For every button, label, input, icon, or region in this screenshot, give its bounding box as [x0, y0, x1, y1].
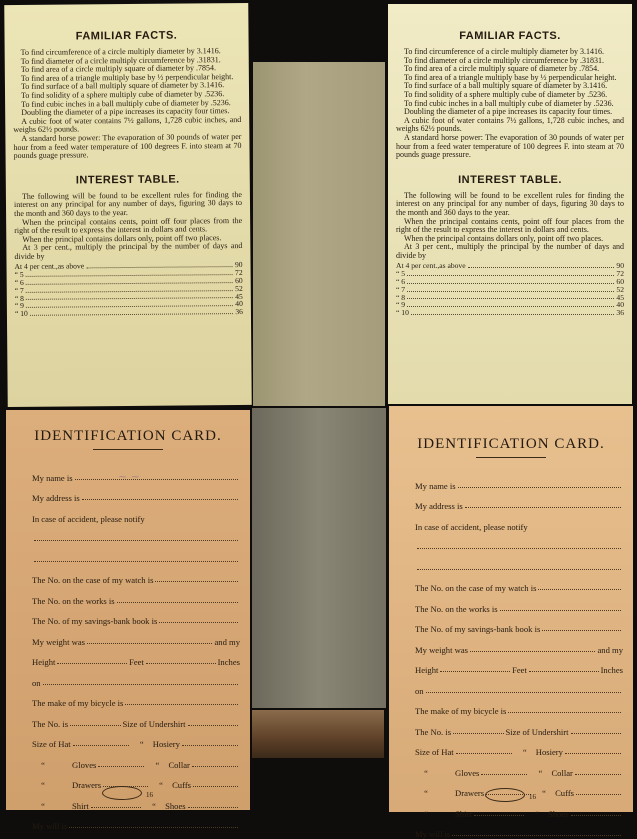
- fact-line: A cubic foot of water contains 7½ gallons, 1,728 cubic inches, and weighs 62½ pounds.: [13, 116, 241, 135]
- fact-line: To find cubic inches in a ball multiply cube of diameter by .5236.: [13, 99, 241, 110]
- interest-lead: At 3 per cent., multiply the principal by the number of days and divide by: [396, 243, 624, 260]
- interest-row: “ 8 45: [396, 294, 624, 302]
- interest-row: “ 6 60: [15, 277, 243, 287]
- interest-row: “ 9 40: [15, 300, 243, 310]
- fact-line: To find circumference of a circle multiply diameter by 3.1416.: [396, 48, 624, 57]
- field-on: on: [389, 675, 633, 696]
- page-number: 16: [146, 791, 153, 799]
- fact-line: To find area of a circle multiply square of diameter by .7854.: [13, 64, 241, 75]
- fact-line: To find solidity of a sphere multiply cube of diameter by .5236.: [396, 91, 624, 100]
- facts-title: FAMILIAR FACTS.: [396, 30, 624, 42]
- page-number: 16: [529, 793, 536, 801]
- field-will: My will is: [6, 811, 250, 832]
- identification-card-left: [6, 410, 250, 810]
- field-weight: My weight was and my: [6, 626, 250, 647]
- field-blank-line: [6, 524, 250, 545]
- familiar-facts-page-left: [4, 3, 251, 407]
- field-hat: Size of Hat “ Hosiery: [6, 729, 250, 750]
- interest-row: “ 7 52: [15, 285, 243, 295]
- identification-card-right: [389, 406, 633, 812]
- field-accident: In case of accident, please notify: [389, 511, 633, 532]
- fact-line: To find cubic inches in a ball multiply cube of diameter by .5236.: [396, 100, 624, 109]
- field-blank-line: [389, 532, 633, 553]
- interest-line: When the principal contains cents, point off four places from the right of the result to express the interest in dollars and cents.: [396, 218, 624, 235]
- field-bicycle-no: The No. is Size of Undershirt: [6, 708, 250, 729]
- spine-end-tab: [252, 710, 384, 758]
- interest-row: “ 6 60: [396, 278, 624, 286]
- field-on: on: [6, 667, 250, 688]
- fact-line: To find area of a triangle multiply base by ½ perpendicular height.: [13, 73, 241, 84]
- interest-row: “ 5 72: [396, 270, 624, 278]
- field-will: My will is: [389, 819, 633, 839]
- field-bicycle-no: The No. is Size of Undershirt: [389, 716, 633, 737]
- fact-line: A standard horse power: The evaporation of 30 pounds of water per hour from a feed water temperature of 100 degrees F. into steam at 70 pounds guage pressure.: [396, 134, 624, 160]
- fact-line: Doubling the diameter of a pipe increases its capacity four times.: [13, 107, 241, 118]
- interest-row: “ 8 45: [15, 293, 243, 303]
- field-address: My address is: [389, 491, 633, 512]
- fact-line: To find diameter of a circle multiply circumference by .31831.: [396, 57, 624, 66]
- card-title: IDENTIFICATION CARD.: [6, 428, 250, 445]
- card-title: IDENTIFICATION CARD.: [389, 436, 633, 453]
- title-rule: [476, 457, 546, 458]
- fact-line: To find diameter of a circle multiply circumference by .31831.: [13, 56, 241, 67]
- familiar-facts-page-right: [388, 4, 632, 404]
- field-drawers: “ Drawers “ Cuffs: [389, 778, 633, 799]
- field-bicycle: The make of my bicycle is: [389, 696, 633, 717]
- fact-line: To find surface of a ball multiply square of diameter by 3.1416.: [396, 82, 624, 91]
- publisher-logo: [485, 788, 525, 802]
- facts-title: FAMILIAR FACTS.: [12, 29, 240, 43]
- interest-line: The following will be found to be excellent rules for finding the interest on any principal for any number of days, figuring 30 days to the month and 360 days to the year.: [14, 191, 242, 219]
- interest-row: “ 5 72: [15, 269, 243, 279]
- interest-row: “ 7 52: [396, 286, 624, 294]
- field-accident: In case of accident, please notify: [6, 503, 250, 524]
- spine-strip-bottom: [252, 408, 386, 708]
- field-shirt: “ Shirt “ Shoes: [389, 798, 633, 819]
- field-hat: Size of Hat “ Hosiery: [389, 737, 633, 758]
- interest-line: When the principal contains cents, point off four places from the right of the result to express the interest in dollars and cents.: [14, 217, 242, 236]
- interest-line: The following will be found to be excellent rules for finding the interest on any principal for any number of days, figuring 30 days to the month and 360 days to the year.: [396, 192, 624, 218]
- field-gloves: “ Gloves “ Collar: [6, 749, 250, 770]
- field-name: My name is: [389, 470, 633, 491]
- field-blank-line: [389, 552, 633, 573]
- fact-line: A standard horse power: The evaporation of 30 pounds of water per hour from a feed water temperature of 100 degrees F. into steam at 70 pounds guage pressure.: [13, 133, 241, 161]
- fact-line: Doubling the diameter of a pipe increases its capacity four times.: [396, 108, 624, 117]
- field-watch: The No. on the case of my watch is: [6, 565, 250, 586]
- interest-row: “ 10 36: [15, 308, 243, 318]
- field-height: Height Feet Inches: [389, 655, 633, 676]
- fact-line: To find circumference of a circle multiply diameter by 3.1416.: [13, 47, 241, 58]
- field-gloves: “ Gloves “ Collar: [389, 757, 633, 778]
- interest-title: INTEREST TABLE.: [396, 174, 624, 186]
- facts-list: [13, 47, 242, 161]
- fact-line: To find surface of a ball multiply square of diameter by 3.1416.: [13, 81, 241, 92]
- interest-lead: At 3 per cent., multiply the principal by the number of days and divide by: [14, 242, 242, 261]
- field-works: The No. on the works is: [6, 585, 250, 606]
- field-name: My name is: [6, 462, 250, 483]
- interest-table: [396, 262, 624, 317]
- title-rule: [93, 449, 163, 450]
- field-works: The No. on the works is: [389, 593, 633, 614]
- interest-line: When the principal contains dollars only, point off two places.: [14, 234, 242, 245]
- field-savings: The No. of my savings-bank book is: [389, 614, 633, 635]
- field-savings: The No. of my savings-bank book is: [6, 606, 250, 627]
- publisher-logo: [102, 786, 142, 800]
- field-bicycle: The make of my bicycle is: [6, 688, 250, 709]
- fact-line: To find area of a triangle multiply base by ½ perpendicular height.: [396, 74, 624, 83]
- interest-row: “ 10 36: [396, 309, 624, 317]
- interest-line: When the principal contains dollars only, point off two places.: [396, 235, 624, 244]
- fact-line: To find area of a circle multiply square of diameter by .7854.: [396, 65, 624, 74]
- field-height: Height Feet Inches: [6, 647, 250, 668]
- field-drawers: “ Drawers “ Cuffs: [6, 770, 250, 791]
- interest-row: At 4 per cent., as above 90: [396, 262, 624, 270]
- field-shirt: “ Shirt “ Shoes: [6, 790, 250, 811]
- fact-line: To find solidity of a sphere multiply cube of diameter by .5236.: [13, 90, 241, 101]
- spine-strip-top: [253, 62, 385, 406]
- interest-row: “ 9 40: [396, 301, 624, 309]
- interest-table: [15, 261, 243, 318]
- field-address: My address is: [6, 483, 250, 504]
- field-blank-line: [6, 544, 250, 565]
- field-weight: My weight was and my: [389, 634, 633, 655]
- handwriting-mark: ~ ~: [118, 470, 140, 483]
- interest-row: At 4 per cent., as above 90: [15, 261, 243, 271]
- field-watch: The No. on the case of my watch is: [389, 573, 633, 594]
- fact-line: A cubic foot of water contains 7½ gallons, 1,728 cubic inches, and weighs 62½ pounds.: [396, 117, 624, 134]
- interest-title: INTEREST TABLE.: [14, 173, 242, 187]
